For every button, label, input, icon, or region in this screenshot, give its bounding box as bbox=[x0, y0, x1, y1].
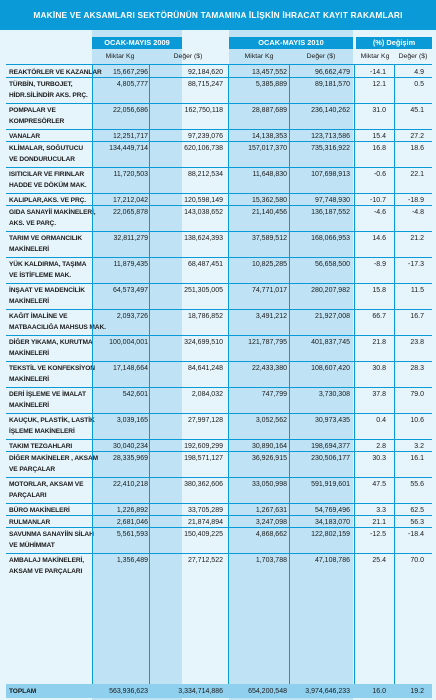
cell-change-usd: 10.6 bbox=[410, 417, 424, 424]
cell-2009-usd: 143,038,652 bbox=[184, 209, 223, 216]
cell-change-usd: 56.3 bbox=[410, 519, 424, 526]
cell-change-kg: 12.1 bbox=[372, 81, 386, 88]
cell-change-usd: 0.5 bbox=[414, 81, 424, 88]
cell-2009-usd: 92,184,620 bbox=[187, 69, 223, 76]
cell-2010-kg: 4,868,662 bbox=[255, 531, 287, 538]
vline-change-left bbox=[354, 64, 355, 684]
row-divider bbox=[6, 361, 432, 362]
cell-2009-kg: 22,056,686 bbox=[112, 107, 148, 114]
cell-change-kg: 16.8 bbox=[372, 145, 386, 152]
cell-2010-kg: 121,787,795 bbox=[248, 339, 287, 346]
row-divider bbox=[6, 231, 432, 232]
group-header-2009: OCAK-MAYIS 2009 bbox=[92, 37, 182, 49]
cell-2009-usd: 324,699,510 bbox=[184, 339, 223, 346]
cell-2009-usd: 33,705,289 bbox=[187, 507, 223, 514]
cell-change-kg: -0.6 bbox=[373, 171, 386, 178]
row-label: VANALAR bbox=[9, 133, 41, 140]
cell-change-usd: 21.2 bbox=[410, 235, 424, 242]
row-label: MAKİNELERİ bbox=[9, 402, 50, 409]
cell-2009-kg: 17,212,042 bbox=[112, 197, 148, 204]
total-label: TOPLAM bbox=[9, 688, 37, 695]
row-divider bbox=[6, 439, 432, 440]
cell-change-usd: 22.1 bbox=[410, 171, 424, 178]
cell-change-usd: 4.9 bbox=[414, 69, 424, 76]
row-label: TARIM VE ORMANCILIK bbox=[9, 235, 83, 242]
row-label: MAKİNELERİ bbox=[9, 376, 50, 383]
cell-change-usd: 23.8 bbox=[410, 339, 424, 346]
cell-2009-kg: 11,720,503 bbox=[113, 171, 148, 178]
vline-2009-mid bbox=[149, 64, 150, 684]
cell-2009-kg: 17,148,664 bbox=[112, 365, 148, 372]
cell-2010-kg: 10,825,285 bbox=[251, 261, 287, 268]
row-label: POMPALAR VE bbox=[9, 107, 56, 114]
cell-2009-usd: 192,609,299 bbox=[184, 443, 223, 450]
cell-2010-kg: 33,050,998 bbox=[251, 481, 287, 488]
row-label: MAKİNELERİ bbox=[9, 350, 50, 357]
row-label: VE DONDURUCULAR bbox=[9, 156, 75, 163]
cell-2010-kg: 13,457,552 bbox=[251, 69, 287, 76]
cell-2009-usd: 88,212,534 bbox=[187, 171, 223, 178]
cell-2009-kg: 2,093,726 bbox=[116, 313, 148, 320]
row-label: AKSAM VE PARÇALARI bbox=[9, 568, 83, 575]
row-label: KALIPLAR,AKS. VE PRÇ. bbox=[9, 197, 87, 204]
cell-2010-kg: 157,017,370 bbox=[248, 145, 287, 152]
cell-2009-usd: 120,598,149 bbox=[184, 197, 223, 204]
cell-2010-kg: 3,052,562 bbox=[255, 417, 287, 424]
subheader-change-kg: Miktar Kg bbox=[360, 53, 390, 60]
cell-2010-kg: 28,887,689 bbox=[251, 107, 287, 114]
row-label: DERİ İŞLEME VE İMALAT bbox=[9, 391, 86, 398]
subheader-change-usd: Değer ($) bbox=[398, 53, 428, 60]
cell-2009-usd: 18,786,852 bbox=[187, 313, 223, 320]
cell-2010-usd: 21,927,008 bbox=[314, 313, 350, 320]
row-label: SAVUNMA SANAYİİN SİLAH bbox=[9, 531, 94, 538]
row-label: DİĞER YIKAMA, KURUTMA bbox=[9, 339, 93, 346]
cell-2009-usd: 88,715,247 bbox=[187, 81, 223, 88]
cell-2010-usd: 122,802,159 bbox=[311, 531, 350, 538]
row-divider bbox=[6, 451, 432, 452]
cell-2009-kg: 15,667,296 bbox=[112, 69, 148, 76]
row-divider bbox=[6, 103, 432, 104]
cell-2010-usd: 56,658,500 bbox=[314, 261, 350, 268]
row-label: REAKTÖRLER VE KAZANLAR bbox=[9, 69, 102, 76]
row-divider bbox=[6, 413, 432, 414]
cell-2009-kg: 4,805,777 bbox=[116, 81, 148, 88]
cell-2010-usd: 136,187,552 bbox=[311, 209, 350, 216]
cell-2009-usd: 27,712,522 bbox=[187, 557, 223, 564]
cell-2010-usd: 123,713,586 bbox=[311, 133, 350, 140]
row-label: TAKIM TEZGAHLARI bbox=[9, 443, 73, 450]
cell-2009-kg: 3,039,165 bbox=[116, 417, 148, 424]
cell-2009-usd: 97,239,076 bbox=[187, 133, 223, 140]
cell-2010-kg: 5,385,889 bbox=[255, 81, 287, 88]
cell-change-kg: 21.8 bbox=[372, 339, 386, 346]
subheader-2010-usd: Değer ($) bbox=[306, 53, 336, 60]
row-label: İNŞAAT VE MADENCİLİK bbox=[9, 287, 85, 294]
cell-2010-kg: 22,433,380 bbox=[251, 365, 287, 372]
cell-change-kg: 30.3 bbox=[372, 455, 386, 462]
subheader-2010-kg: Miktar Kg bbox=[244, 53, 274, 60]
total-2009-usd: 3,334,714,886 bbox=[178, 688, 223, 695]
row-label: TEKSTİL VE KONFEKSİYON bbox=[9, 365, 95, 372]
cell-2010-usd: 89,181,570 bbox=[314, 81, 350, 88]
row-divider bbox=[6, 257, 432, 258]
cell-change-kg: 21.1 bbox=[372, 519, 386, 526]
row-label: VE MÜHİMMAT bbox=[9, 542, 55, 549]
cell-change-usd: 55.6 bbox=[410, 481, 424, 488]
cell-change-kg: 14.6 bbox=[372, 235, 386, 242]
row-label: RULMANLAR bbox=[9, 519, 51, 526]
row-divider bbox=[6, 283, 432, 284]
row-label: MATBAACILIĞA MAHSUS MAK. bbox=[9, 324, 106, 331]
cell-2010-usd: 236,140,262 bbox=[311, 107, 350, 114]
cell-2009-usd: 150,409,225 bbox=[184, 531, 223, 538]
cell-2010-usd: 97,748,930 bbox=[314, 197, 350, 204]
row-divider bbox=[6, 515, 432, 516]
row-label: KAUÇUK, PLASTİK, LASTİK bbox=[9, 417, 95, 424]
group-header-2010: OCAK-MAYIS 2010 bbox=[229, 37, 353, 49]
row-label: KOMPRESÖRLER bbox=[9, 118, 65, 125]
cell-2009-kg: 11,879,435 bbox=[113, 261, 148, 268]
row-divider bbox=[6, 527, 432, 528]
row-label: BÜRO MAKİNELERİ bbox=[9, 507, 70, 514]
group-header-change: (%) Değişim bbox=[356, 37, 432, 49]
subheader-2009-kg: Miktar Kg bbox=[105, 53, 135, 60]
row-label: HİDR.SİLİNDİR AKS. PRÇ. bbox=[9, 92, 88, 99]
cell-2010-usd: 54,769,496 bbox=[314, 507, 350, 514]
cell-2009-usd: 27,997,128 bbox=[187, 417, 223, 424]
cell-change-usd: -18.4 bbox=[408, 531, 424, 538]
cell-2010-kg: 15,362,580 bbox=[251, 197, 287, 204]
row-divider bbox=[6, 387, 432, 388]
cell-change-usd: 27.2 bbox=[410, 133, 424, 140]
cell-2010-kg: 747,799 bbox=[261, 391, 287, 398]
row-label: ISITICILAR VE FIRINLAR bbox=[9, 171, 85, 178]
cell-change-kg: 2.8 bbox=[376, 443, 386, 450]
cell-change-usd: 28.3 bbox=[410, 365, 424, 372]
cell-change-kg: 47.5 bbox=[372, 481, 386, 488]
cell-2010-kg: 1,703,788 bbox=[255, 557, 287, 564]
row-divider bbox=[6, 193, 432, 194]
row-label: PARÇALARI bbox=[9, 492, 47, 499]
cell-change-usd: -4.8 bbox=[411, 209, 424, 216]
total-2010-usd: 3,974,646,233 bbox=[305, 688, 350, 695]
row-divider bbox=[6, 477, 432, 478]
cell-change-kg: -10.7 bbox=[370, 197, 386, 204]
cell-2009-usd: 21,874,894 bbox=[187, 519, 223, 526]
row-label: KLİMALAR, SOĞUTUCU bbox=[9, 145, 84, 152]
cell-change-kg: 15.8 bbox=[372, 287, 386, 294]
vline-2009-left bbox=[92, 64, 93, 684]
cell-2010-kg: 3,247,098 bbox=[255, 519, 287, 526]
cell-change-kg: 31.0 bbox=[372, 107, 386, 114]
vline-change-mid bbox=[394, 64, 395, 684]
cell-2009-kg: 2,681,046 bbox=[116, 519, 148, 526]
cell-2010-kg: 36,926,915 bbox=[251, 455, 287, 462]
cell-change-usd: 16.1 bbox=[410, 455, 424, 462]
cell-2009-kg: 100,004,001 bbox=[109, 339, 148, 346]
row-label: AMBALAJ MAKİNELERİ, bbox=[9, 557, 85, 564]
cell-2009-kg: 30,040,234 bbox=[112, 443, 148, 450]
row-divider bbox=[6, 77, 432, 78]
cell-2009-usd: 2,084,032 bbox=[191, 391, 223, 398]
row-label: MOTORLAR, AKSAM VE bbox=[9, 481, 84, 488]
row-label: YÜK KALDIRMA, TAŞIMA bbox=[9, 261, 87, 268]
cell-2009-kg: 1,226,892 bbox=[116, 507, 148, 514]
cell-change-kg: 37.8 bbox=[372, 391, 386, 398]
cell-2009-usd: 380,362,606 bbox=[184, 481, 223, 488]
row-label: AKS. VE PARÇ. bbox=[9, 220, 56, 227]
cell-2009-kg: 28,335,969 bbox=[112, 455, 148, 462]
cell-2010-usd: 401,837,745 bbox=[311, 339, 350, 346]
cell-2009-kg: 22,065,878 bbox=[112, 209, 148, 216]
cell-2009-usd: 138,624,393 bbox=[184, 235, 223, 242]
cell-2009-usd: 620,106,738 bbox=[184, 145, 223, 152]
row-label: MAKİNELERİ bbox=[9, 246, 50, 253]
cell-2010-usd: 230,506,177 bbox=[311, 455, 350, 462]
row-divider bbox=[6, 167, 432, 168]
cell-change-kg: 0.4 bbox=[376, 417, 386, 424]
row-label: MAKİNELERİ bbox=[9, 298, 50, 305]
row-divider bbox=[6, 129, 432, 130]
row-divider bbox=[6, 309, 432, 310]
cell-2010-kg: 74,771,017 bbox=[251, 287, 287, 294]
cell-2010-kg: 3,491,212 bbox=[255, 313, 287, 320]
cell-change-kg: -14.1 bbox=[370, 69, 386, 76]
cell-2009-kg: 32,811,279 bbox=[113, 235, 148, 242]
row-label: TÜRBİN, TURBOJET, bbox=[9, 81, 73, 88]
cell-2009-usd: 251,305,005 bbox=[184, 287, 223, 294]
cell-change-usd: 3.2 bbox=[414, 443, 424, 450]
row-divider bbox=[6, 503, 432, 504]
cell-2009-kg: 542,601 bbox=[122, 391, 148, 398]
cell-2010-usd: 280,207,982 bbox=[311, 287, 350, 294]
vline-2010-mid bbox=[289, 64, 290, 684]
total-change-usd: 19.2 bbox=[410, 688, 424, 695]
row-label: VE PARÇALAR bbox=[9, 466, 56, 473]
cell-change-usd: -18.9 bbox=[408, 197, 424, 204]
page-title: MAKİNE VE AKSAMLARI SEKTÖRÜNÜN TAMAMINA İLİŞKİN İHRACAT KAYIT RAKAMLARI bbox=[0, 0, 436, 30]
total-2010-kg: 654,200,548 bbox=[248, 688, 287, 695]
cell-2009-kg: 12,251,717 bbox=[112, 133, 148, 140]
cell-2009-usd: 84,641,248 bbox=[187, 365, 223, 372]
row-divider bbox=[6, 335, 432, 336]
cell-change-usd: 11.5 bbox=[410, 287, 424, 294]
header-divider bbox=[6, 64, 432, 65]
cell-2010-usd: 168,066,953 bbox=[311, 235, 350, 242]
cell-2010-kg: 11,648,830 bbox=[252, 171, 287, 178]
row-divider bbox=[6, 141, 432, 142]
cell-change-kg: 25.4 bbox=[372, 557, 386, 564]
vline-2010-left bbox=[228, 64, 229, 684]
cell-2009-kg: 5,561,593 bbox=[116, 531, 148, 538]
cell-2010-usd: 96,662,479 bbox=[314, 69, 350, 76]
cell-change-usd: -17.3 bbox=[408, 261, 424, 268]
cell-change-kg: -4.6 bbox=[373, 209, 386, 216]
cell-2009-usd: 68,487,451 bbox=[187, 261, 223, 268]
cell-2010-usd: 34,183,070 bbox=[314, 519, 350, 526]
subheader-2009-usd: Değer ($) bbox=[173, 53, 203, 60]
cell-change-usd: 62.5 bbox=[410, 507, 424, 514]
cell-2009-kg: 64,573,497 bbox=[112, 287, 148, 294]
cell-2009-kg: 1,356,489 bbox=[116, 557, 148, 564]
cell-change-usd: 70.0 bbox=[410, 557, 424, 564]
cell-change-kg: -8.9 bbox=[373, 261, 386, 268]
cell-2010-kg: 1,267,631 bbox=[255, 507, 287, 514]
cell-change-kg: 15.4 bbox=[372, 133, 386, 140]
cell-2010-usd: 3,730,308 bbox=[318, 391, 350, 398]
cell-2010-usd: 47,108,786 bbox=[314, 557, 350, 564]
cell-2010-usd: 30,973,435 bbox=[314, 417, 350, 424]
row-label: KAĞIT İMALİNE VE bbox=[9, 313, 68, 320]
row-label: GIDA SANAYİİ MAKİNELERİ, bbox=[9, 209, 96, 216]
row-label: DİĞER MAKİNELER , AKSAM bbox=[9, 455, 99, 462]
row-label: HADDE VE DÖKÜM MAK. bbox=[9, 182, 87, 189]
cell-change-usd: 79.0 bbox=[410, 391, 424, 398]
cell-change-kg: 30.8 bbox=[372, 365, 386, 372]
cell-change-usd: 16.7 bbox=[410, 313, 424, 320]
cell-2010-kg: 21,140,456 bbox=[251, 209, 287, 216]
cell-2009-kg: 22,410,218 bbox=[112, 481, 148, 488]
cell-2010-usd: 591,919,601 bbox=[311, 481, 350, 488]
total-2009-kg: 563,936,623 bbox=[109, 688, 148, 695]
cell-2010-kg: 14,138,353 bbox=[251, 133, 287, 140]
row-label: İŞLEME MAKİNELERİ bbox=[9, 428, 75, 435]
cell-2010-usd: 108,607,420 bbox=[311, 365, 350, 372]
cell-2010-usd: 198,694,377 bbox=[311, 443, 350, 450]
cell-2009-usd: 162,750,118 bbox=[184, 107, 223, 114]
cell-2010-kg: 37,589,512 bbox=[251, 235, 287, 242]
cell-2010-usd: 107,698,913 bbox=[311, 171, 350, 178]
cell-2009-kg: 134,449,714 bbox=[109, 145, 148, 152]
cell-change-kg: 66.7 bbox=[372, 313, 386, 320]
cell-2009-usd: 198,571,127 bbox=[184, 455, 223, 462]
cell-2010-usd: 735,316,922 bbox=[311, 145, 350, 152]
cell-change-kg: -12.5 bbox=[370, 531, 386, 538]
cell-change-usd: 45.1 bbox=[410, 107, 424, 114]
row-divider bbox=[6, 205, 432, 206]
cell-change-kg: 3.3 bbox=[376, 507, 386, 514]
cell-2010-kg: 30,890,164 bbox=[251, 443, 287, 450]
row-label: VE İSTİFLEME MAK. bbox=[9, 272, 72, 279]
total-change-kg: 16.0 bbox=[372, 688, 386, 695]
row-divider bbox=[6, 553, 432, 554]
cell-change-usd: 18.6 bbox=[410, 145, 424, 152]
